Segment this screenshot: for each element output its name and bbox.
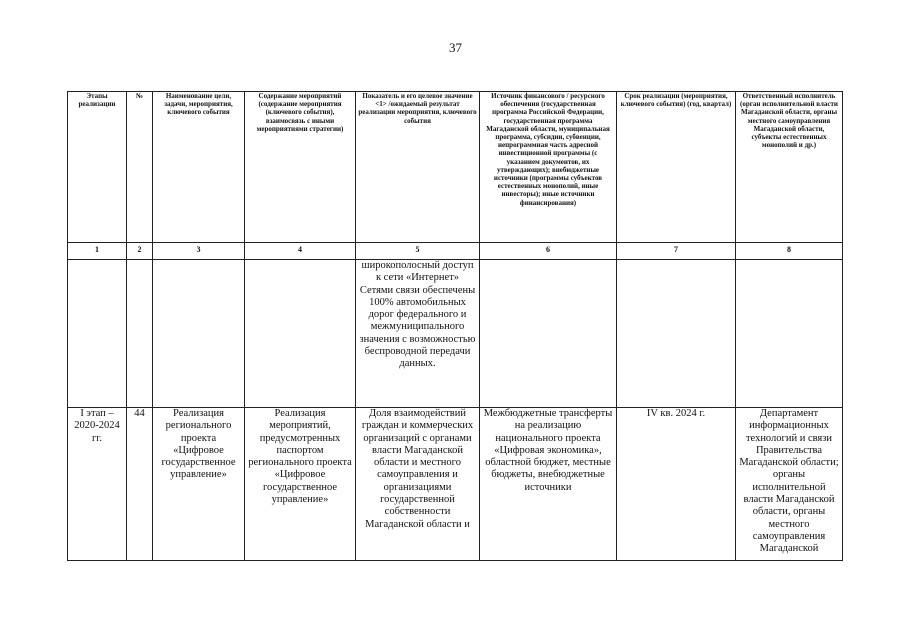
empty-cell: [736, 260, 843, 408]
responsible-text: Департамент информационных технологий и связи Правительства Магаданской области; органы исполнительной власти Магаданской области, органы местного самоуправления Магаданской: [739, 408, 839, 555]
header-indicator: Показатель и его целевое значение <1> /ожидаемый результат реализации мероприятия, ключевого события: [356, 92, 480, 243]
strategy-table: [67, 91, 843, 561]
funding-cell: [480, 408, 617, 561]
header-responsible: Ответственный исполнитель (орган исполнительной власти Магаданской области, органы местного самоуправления Магаданской области, субъекты естественных монополий и др.): [736, 92, 843, 243]
header-content: Содержание мероприятий (содержание мероприятия (ключевого события), взаимосвязь с иными мероприятиями стратегии): [245, 92, 356, 243]
header-stage: Этапы реализации: [68, 92, 127, 243]
deadline-text: IV кв. 2024 г.: [646, 408, 706, 419]
empty-cell: [153, 260, 245, 408]
indicator-cell: [356, 260, 480, 408]
header-funding: Источник финансового / ресурсного обеспечения (государственная программа Российской Федерации, государственная программа Магаданской области, муниципальная программа, субсидии, субвенции, непрограммная часть адресной инвестиционной программы (с указанием документов, их утверждающих); внебюджетные источники (программы субъектов естественных монополий, иные инвесторы); иные источники финансирования): [480, 92, 617, 243]
header-row: [68, 92, 843, 243]
empty-cell: [127, 260, 153, 408]
continuation-row: [68, 260, 843, 408]
row-number: 44: [134, 408, 145, 419]
content-cell: [245, 408, 356, 561]
indicator-cell: [356, 408, 480, 561]
header-number: №: [127, 92, 153, 243]
responsible-cell: [736, 408, 843, 561]
column-number: 8: [736, 243, 843, 260]
event-content: Реализация мероприятий, предусмотренных паспортом регионального проекта «Цифровое государственное управление»: [248, 408, 352, 506]
empty-cell: [617, 260, 736, 408]
event-name: Реализация регионального проекта «Цифровое государственное управление»: [161, 408, 236, 481]
header-deadline: Срок реализации (мероприятия, ключевого события) (год, квартал): [617, 92, 736, 243]
deadline-cell: [617, 408, 736, 561]
empty-cell: [68, 260, 127, 408]
empty-cell: [245, 260, 356, 408]
column-number: 2: [127, 243, 153, 260]
header-name: Наименование цели, задачи, мероприятия, ключевого события: [153, 92, 245, 243]
stage-cell: [68, 408, 127, 561]
column-number: 3: [153, 243, 245, 260]
column-number: 7: [617, 243, 736, 260]
indicator-text: широкополосный доступ к сети «Интернет» Сетями связи обеспечены 100% автомобильных дорог федерального и межмуниципального значения с возможностью беспроводной передачи данных.: [359, 260, 476, 370]
indicator-text: Доля взаимодействий граждан и коммерческих организаций с органами власти Магаданской области и местного самоуправления и организациями государственной собственности Магаданской области и: [361, 408, 474, 530]
name-cell: [153, 408, 245, 561]
empty-cell: [480, 260, 617, 408]
column-number: 5: [356, 243, 480, 260]
number-cell: [127, 408, 153, 561]
page-number: 37: [449, 40, 462, 55]
column-number: 1: [68, 243, 127, 260]
stage-text: I этап – 2020-2024 гг.: [74, 408, 120, 444]
column-number: 6: [480, 243, 617, 260]
table-row: [68, 408, 843, 561]
funding-text: Межбюджетные трансферты на реализацию национального проекта «Цифровая экономика», областной бюджет, местные бюджеты, внебюджетные источники: [483, 408, 613, 493]
column-number: 4: [245, 243, 356, 260]
column-number-row: [68, 243, 843, 260]
